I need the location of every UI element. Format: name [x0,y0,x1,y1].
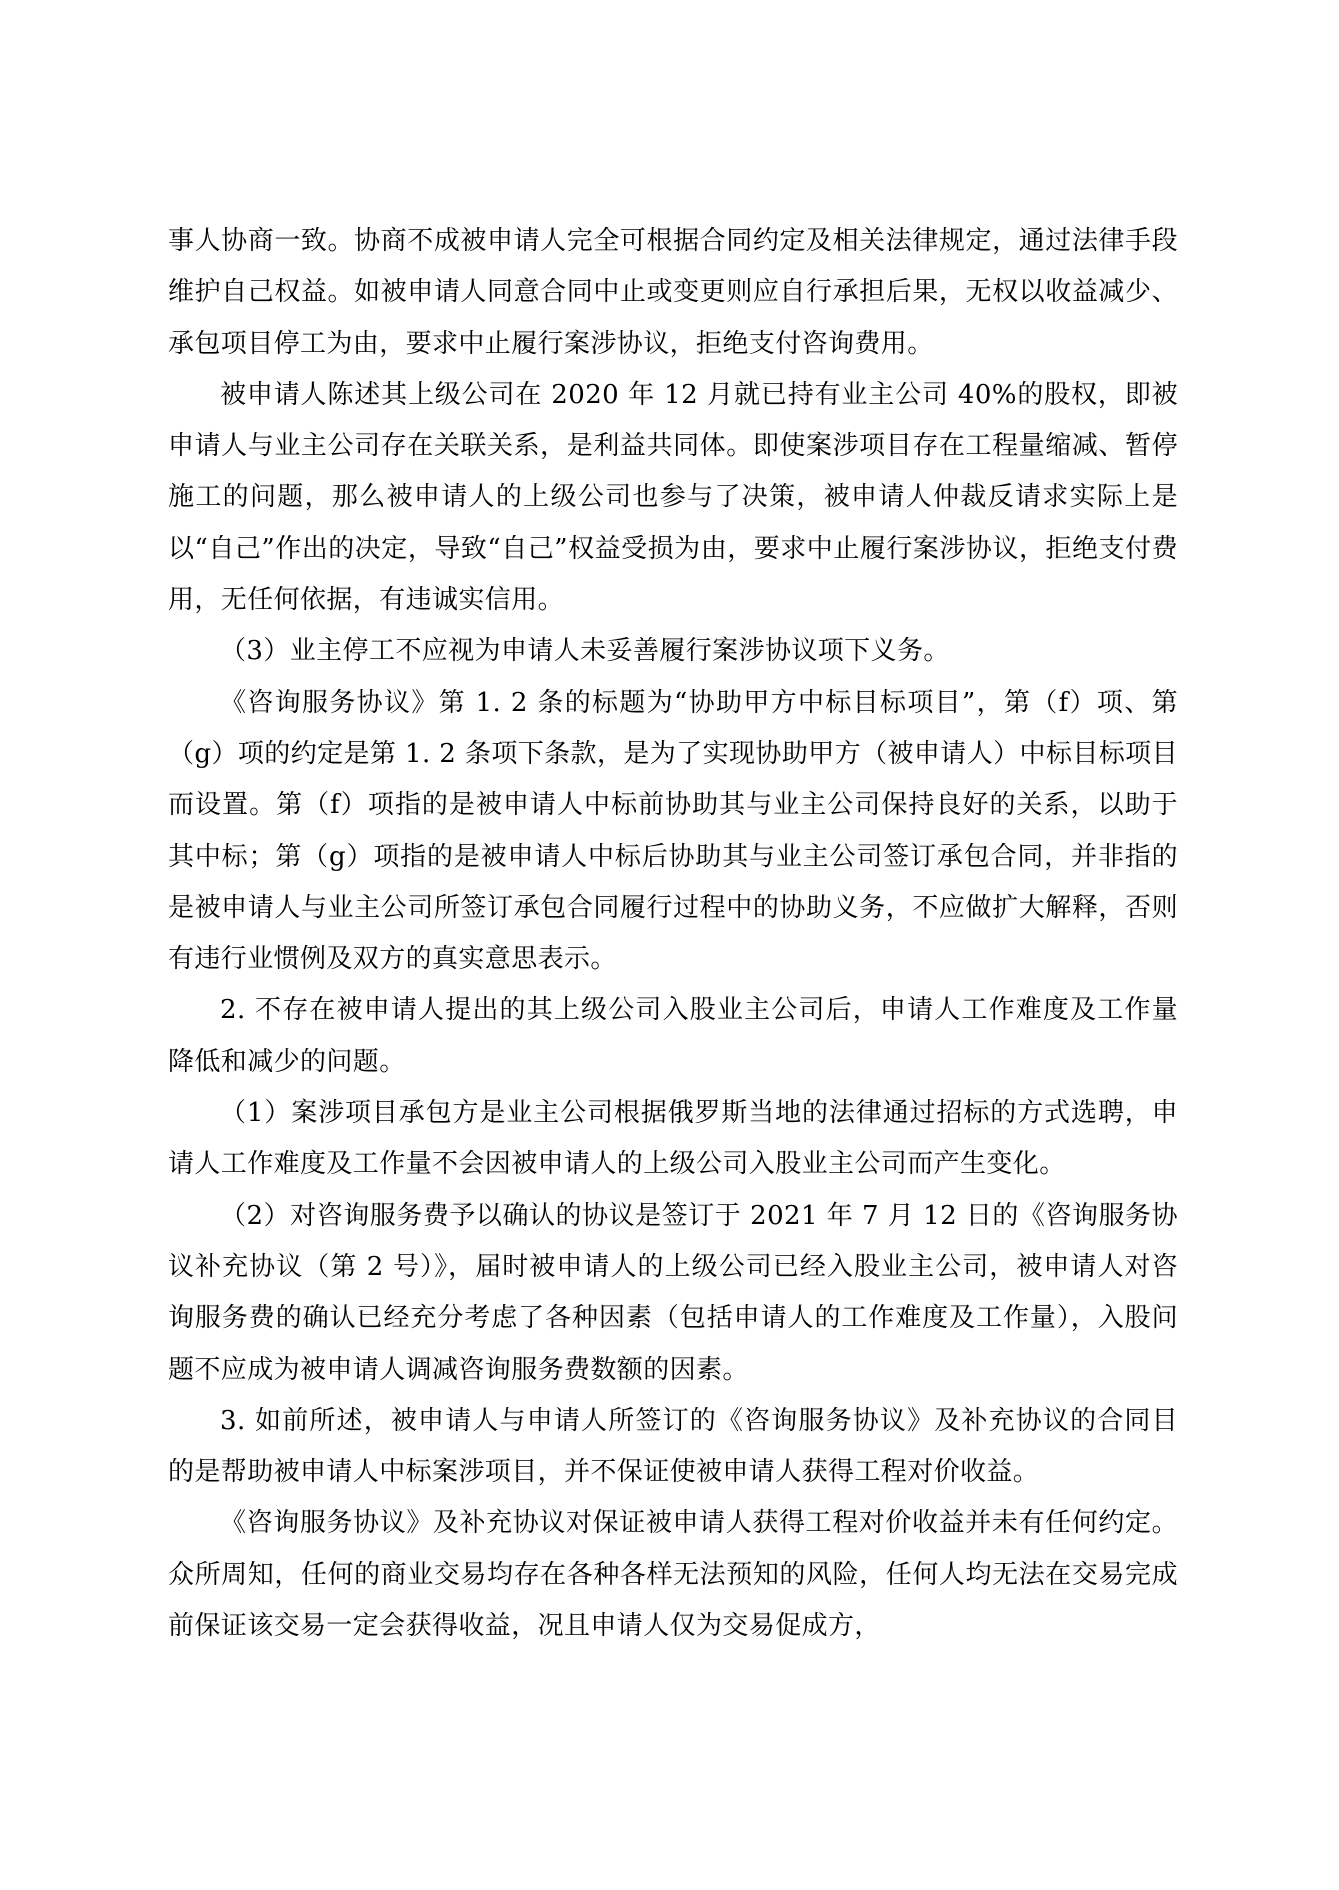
document-body [168,216,1178,1652]
paragraph: 3. 如前所述，被申请人与申请人所签订的《咨询服务协议》及补充协议的合同目的是帮助被申请人中标案涉项目，并不保证使被申请人获得工程对价收益。 [168,1405,1178,1488]
paragraph: 2. 不存在被申请人提出的其上级公司入股业主公司后，申请人工作难度及工作量降低和减少的问题。 [168,995,1178,1077]
paragraph: （2）对咨询服务费予以确认的协议是签订于 2021 年 7 月 12 日的《咨询服务协议补充协议（第 2 号）》，届时被申请人的上级公司已经入股业主公司，被申请人对咨询服务费的确认已经充分考虑了各种因素（包括申请人的工作难度及工作量），入股问题不应成为被申请人调减咨询服务费数额的因素。 [168,1200,1178,1385]
paragraph: 被申请人陈述其上级公司在 2020 年 12 月就已持有业主公司 40%的股权，即被申请人与业主公司存在关联关系，是利益共同体。即使案涉项目存在工程量缩减、暂停施工的问题，那么被申请人的上级公司也参与了决策，被申请人仲裁反请求实际上是以“自己”作出的决定，导致“自己”权益受损为由，要求中止履行案涉协议，拒绝支付费用，无任何依据，有违诚实信用。 [168,379,1178,616]
paragraph: 《咨询服务协议》第 1. 2 条的标题为“协助甲方中标目标项目”，第（f）项、第（g）项的约定是第 1. 2 条项下条款，是为了实现协助甲方（被申请人）中标目标项目而设置。第（f）项指的是被申请人中标前协助其与业主公司保持良好的关系，以助于其中标；第（g）项指的是被申请人中标后协助其与业主公司签订承包合同，并非指的是被申请人与业主公司所签订承包合同履行过程中的协助义务，不应做扩大解释，否则有违行业惯例及双方的真实意思表示。 [168,687,1178,975]
paragraph: （3）业主停工不应视为申请人未妥善履行案涉协议项下义务。 [220,636,950,667]
paragraph: 事人协商一致。协商不成被申请人完全可根据合同约定及相关法律规定，通过法律手段维护自己权益。如被申请人同意合同中止或变更则应自行承担后果，无权以收益减少、承包项目停工为由，要求中止履行案涉协议，拒绝支付咨询费用。 [168,226,1178,359]
paragraph: 《咨询服务协议》及补充协议对保证被申请人获得工程对价收益并未有任何约定。众所周知，任何的商业交易均存在各种各样无法预知的风险，任何人均无法在交易完成前保证该交易一定会获得收益，况且申请人仅为交易促成方， [168,1508,1178,1642]
paragraph: （1）案涉项目承包方是业主公司根据俄罗斯当地的法律通过招标的方式选聘，申请人工作难度及工作量不会因被申请人的上级公司入股业主公司而产生变化。 [168,1098,1178,1180]
